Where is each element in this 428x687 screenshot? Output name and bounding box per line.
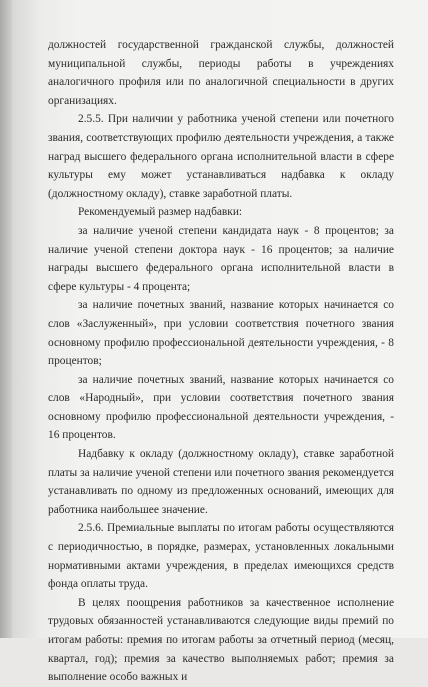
paragraph-recommended-size: Рекомендуемый размер надбавки: xyxy=(78,206,243,219)
paragraph-service-periods: должностей государственной гражданской службы, должностей муниципальной службы, периоды работы в учреждениях аналогичного профиля или по аналогичной специальности в других организациях. xyxy=(48,39,394,107)
document-body xyxy=(48,36,394,687)
binding-shadow xyxy=(0,0,12,638)
paragraph-honored-title: за наличие почетных званий, название которых начинается со слов «Заслуженный», при условии соответствия почетного звания основному профилю профессиональной деятельности учреждения, - 8 процентов; xyxy=(48,299,394,368)
paragraph-2-5-5: 2.5.5. При наличии у работника ученой степени или почетного звания, соответствующих профилю деятельности учреждения, а также наград высшего федерального органа исполнительной власти в сфере культуры ему может устанавливаться надбавка к окладу (должностному окладу), ставке заработной платы. xyxy=(48,113,394,200)
paragraph-people-title: за наличие почетных званий, название которых начинается со слов «Народный», при условии соответствия почетного звания основному профилю профессиональной деятельности учреждения, - 16 процентов. xyxy=(48,373,394,442)
paragraph-academic-degree: за наличие ученой степени кандидата наук - 8 процентов; за наличие ученой степени доктора наук - 16 процентов; за наличие награды высшего федерального органа исполнительной власти в сфере культуры - 4 процента; xyxy=(48,224,394,293)
paragraph-2-5-6: 2.5.6. Премиальные выплаты по итогам работы осуществляются с периодичностью, в порядке, размерах, установленных локальными нормативными актами учреждения, в пределах имеющихся средств фонда оплаты труда. xyxy=(48,522,394,591)
paragraph-single-basis: Надбавку к окладу (должностному окладу), ставке заработной платы за наличие ученой степени или почетного звания рекомендуется устанавливать по одному из предложенных оснований, имеющих для работника наибольшее значение. xyxy=(48,448,394,516)
paragraph-bonus-types: В целях поощрения работников за качественное исполнение трудовых обязанностей устанавливаются следующие виды премий по итогам работы: премия по итогам работы за отчетный период (месяц, квартал, год); премия за качество выполняемых работ; премия за выполнение особо важных и xyxy=(48,596,394,684)
